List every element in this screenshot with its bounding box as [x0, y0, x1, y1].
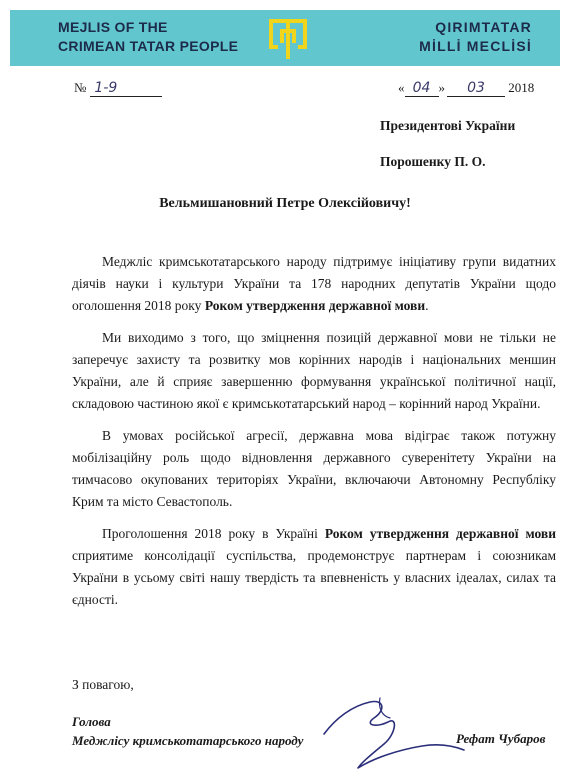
signatory-title-line1: Голова — [72, 714, 111, 729]
letterhead-english-line2: CRIMEAN TATAR PEOPLE — [58, 38, 239, 54]
addressee-line2: Порошенку П. О. — [380, 154, 486, 169]
body-paragraph-3: В умовах російської агресії, державна мова відіграє також потужну мобілізаційну роль щодо відновлення державного суверенітету України на тимчасово окупованих територіях України, включаючи Автономну Республіку Крим та місто Севастополь. — [72, 428, 556, 509]
p4-text: Проголошення 2018 року в Україні — [102, 526, 325, 541]
p1-end: . — [425, 298, 429, 313]
signatory-title-line2: Меджлісу кримськотатарського народу — [72, 733, 304, 748]
letterhead-english-line1: MEJLIS OF THE — [58, 19, 168, 35]
p1-text: Меджліс кримськотатарського народу підтримує ініціативу групи видатних діячів науки і культури України та 178 народних депутатів України щодо оголошення 2018 року — [72, 254, 556, 313]
registration-number — [74, 80, 162, 97]
number-sign: № — [74, 80, 87, 95]
date-day: 04 — [405, 80, 439, 97]
signatory-name: Рефат Чубаров — [456, 731, 546, 746]
signatory-title — [72, 712, 303, 750]
body-paragraph-4 — [72, 523, 556, 611]
tamga-emblem-icon — [266, 16, 310, 62]
date-close-quote: » — [438, 80, 445, 95]
body-paragraph-1 — [72, 251, 556, 317]
letterhead-crimean-tatar-name — [419, 18, 532, 56]
letter-body — [72, 251, 556, 621]
date-open-quote: « — [398, 80, 405, 95]
letterhead-english-name — [58, 18, 238, 56]
letterhead-tatar-line2: MİLLİ MECLİSİ — [419, 38, 532, 54]
letterhead-banner — [10, 10, 560, 66]
salutation: Вельмишановний Петре Олексійовичу! — [159, 196, 411, 211]
p4-end: сприятиме консолідації суспільства, продемонструє партнерам і союзникам України в усьому світі нашу твердість та впевненість у власних ідеалах, силах та єдності. — [72, 548, 556, 607]
registration-number-value: 1-9 — [90, 80, 162, 97]
letter-date — [398, 80, 534, 97]
addressee-line1: Президентові України — [380, 118, 516, 133]
date-month: 03 — [447, 80, 505, 97]
date-year: 2018 — [508, 80, 535, 95]
addressee-block — [380, 108, 515, 180]
body-paragraph-2: Ми виходимо з того, що зміцнення позицій державної мови не тільки не заперечує захисту та розвитку мов корінних народів і національних меншин України, але й сприяє завершенню формування української політичної нації, складовою частиною якої є кримськотатарський народ – корінний народ України. — [72, 330, 556, 411]
closing-regards: З повагою, — [72, 677, 134, 692]
letterhead-tatar-line1: QIRIMTATAR — [435, 19, 532, 35]
p1-bold-phrase: Роком утвердження державної мови — [204, 298, 426, 313]
handwritten-signature — [318, 688, 468, 772]
p4-bold-phrase: Роком утвердження державної мови — [324, 526, 556, 541]
